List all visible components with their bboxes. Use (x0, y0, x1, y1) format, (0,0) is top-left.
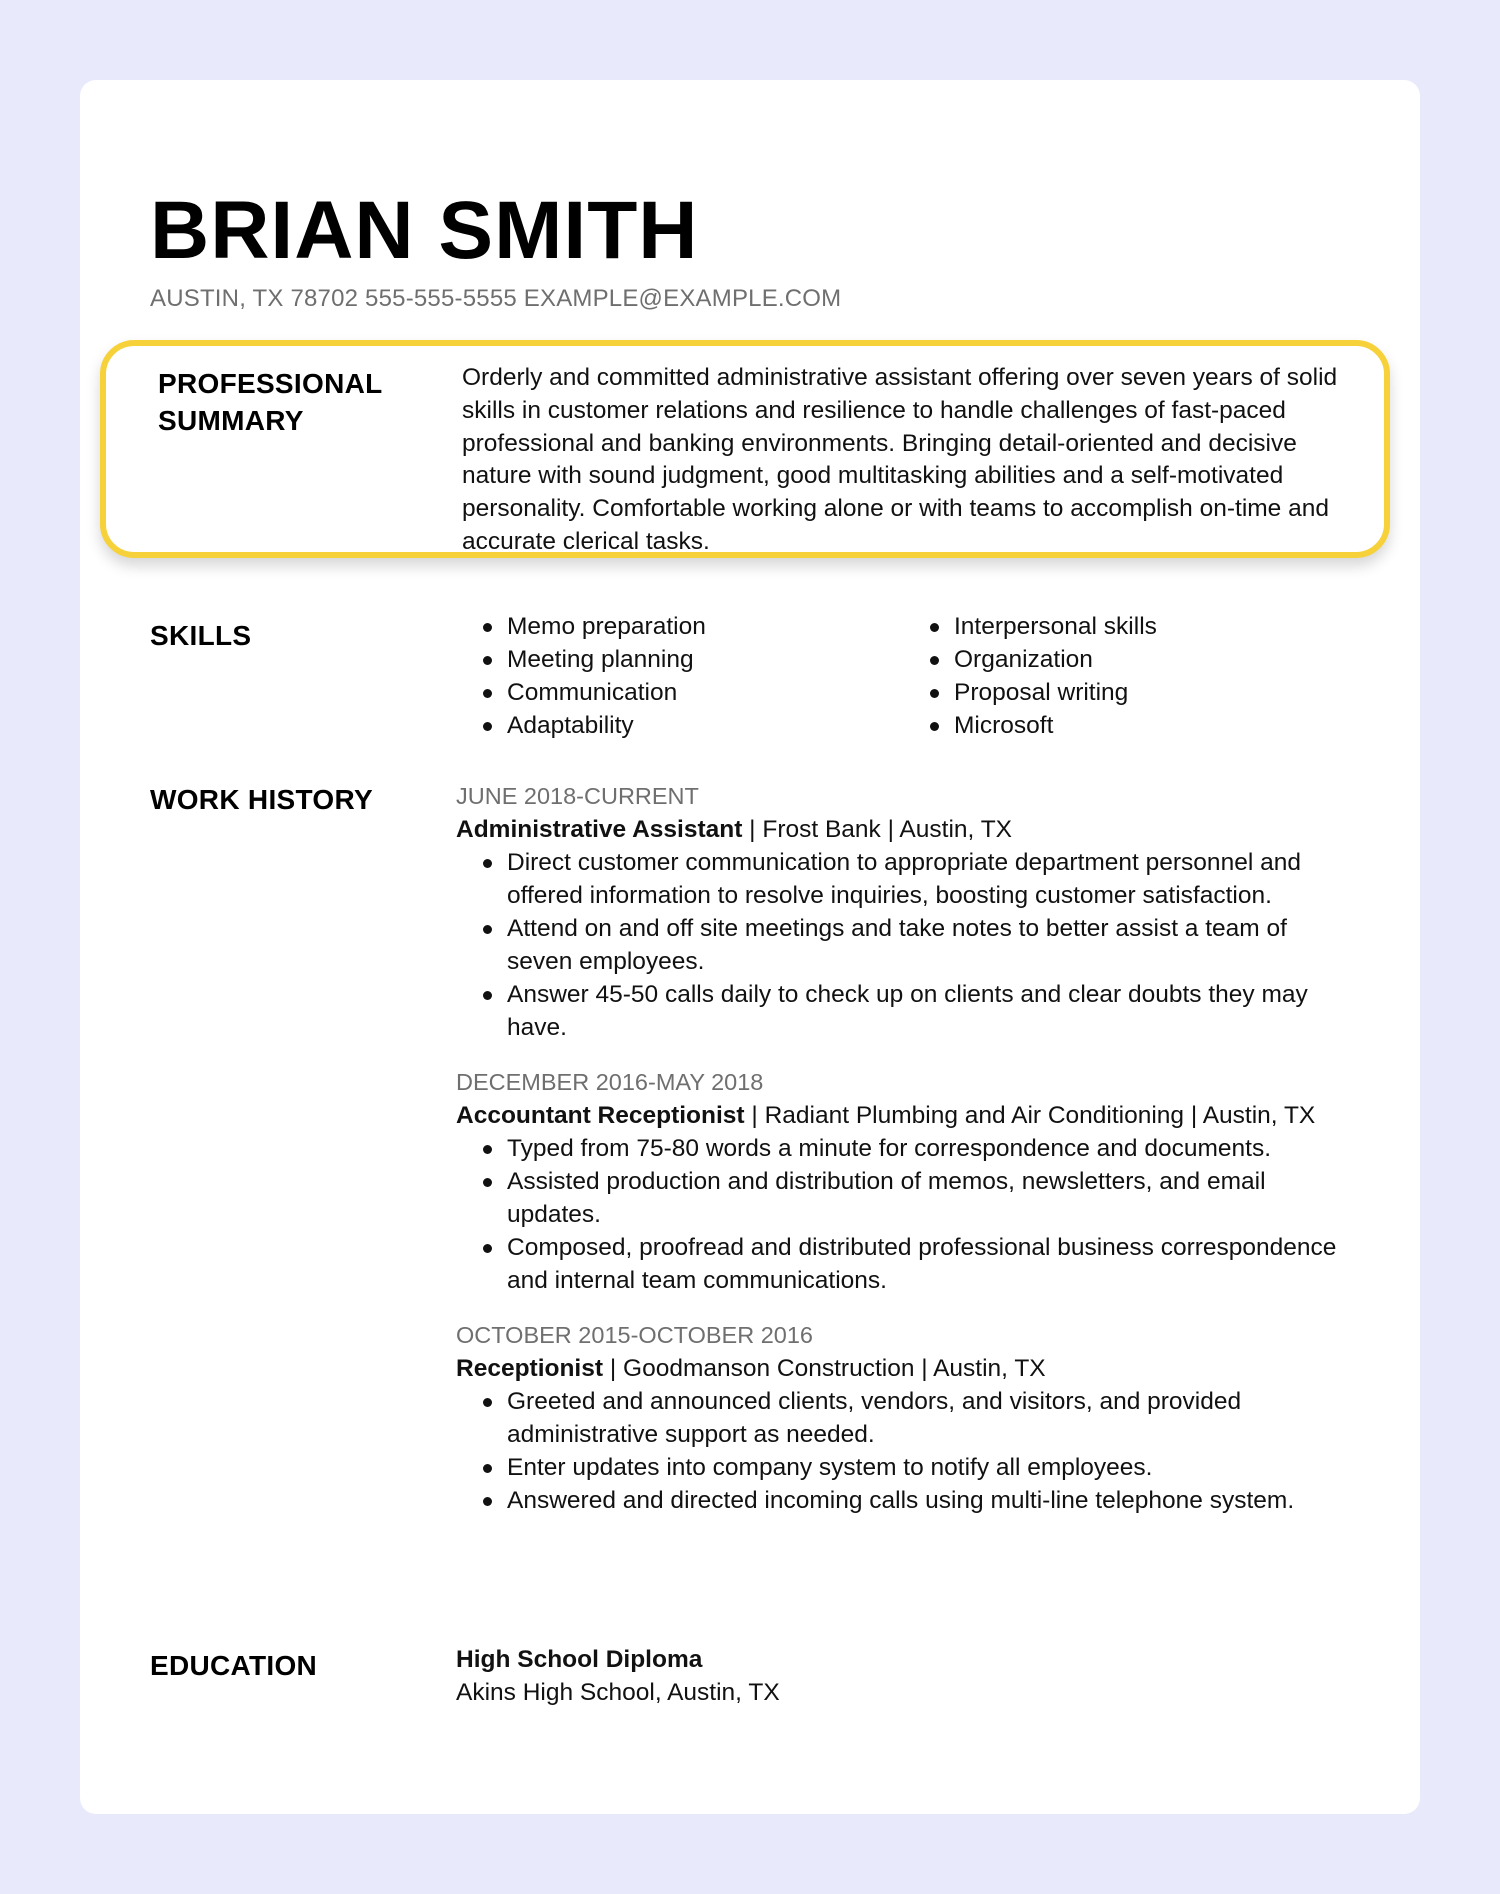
skill-item: Adaptability (483, 709, 706, 742)
summary-heading: PROFESSIONAL SUMMARY (158, 368, 383, 436)
job-bullets (456, 1385, 1346, 1517)
job-details: | Radiant Plumbing and Air Conditioning | Austin, TX (744, 1102, 1316, 1129)
contact-line: AUSTIN, TX 78702 555-555-5555 EXAMPLE@EXAMPLE.COM (150, 285, 842, 312)
job-entry (456, 1066, 1346, 1297)
skills-column-1 (483, 610, 706, 742)
job-bullet: Typed from 75-80 words a minute for correspondence and documents. (483, 1132, 1346, 1165)
job-title: Accountant Receptionist (456, 1102, 745, 1129)
job-bullet: Composed, proofread and distributed professional business correspondence and internal team communications. (483, 1231, 1346, 1297)
job-bullet: Answer 45-50 calls daily to check up on clients and clear doubts they may have. (483, 978, 1346, 1044)
job-bullet: Direct customer communication to appropriate department personnel and offered information to resolve inquiries, boosting customer satisfaction. (483, 846, 1346, 912)
skills-column-2 (930, 610, 1157, 742)
education-entry (456, 1643, 780, 1709)
job-bullet: Answered and directed incoming calls using multi-line telephone system. (483, 1484, 1346, 1517)
job-bullets (456, 846, 1346, 1044)
candidate-name: BRIAN SMITH (150, 185, 699, 276)
job-date: DECEMBER 2016-MAY 2018 (456, 1069, 764, 1095)
resume-page (80, 80, 1420, 1814)
job-header (456, 1099, 1346, 1132)
skill-item: Proposal writing (930, 676, 1157, 709)
job-title: Administrative Assistant (456, 816, 743, 843)
education-heading: EDUCATION (150, 1650, 318, 1681)
job-header (456, 1352, 1346, 1385)
job-bullets (456, 1132, 1346, 1297)
job-entry (456, 1319, 1346, 1517)
education-degree: High School Diploma (456, 1646, 703, 1673)
work-history (456, 780, 1346, 1539)
summary-text: Orderly and committed administrative assistant offering over seven years of solid skills in customer relations and resilience to handle challenges of fast-paced professional and banking environments. Bringing detail-oriented and decisive nature with sound judgment, good multitasking abilities and a self-motivated personality. Comfortable working alone or with teams to accomplish on-time and accurate clerical tasks. (462, 364, 1338, 555)
job-details: | Goodmanson Construction | Austin, TX (603, 1355, 1046, 1382)
job-bullet: Attend on and off site meetings and take notes to better assist a team of seven employees. (483, 912, 1346, 978)
skill-item: Communication (483, 676, 706, 709)
job-header (456, 813, 1346, 846)
skill-item: Meeting planning (483, 643, 706, 676)
work-history-heading: WORK HISTORY (150, 784, 373, 815)
job-details: | Frost Bank | Austin, TX (742, 816, 1013, 843)
job-bullet: Assisted production and distribution of memos, newsletters, and email updates. (483, 1165, 1346, 1231)
job-date: JUNE 2018-CURRENT (456, 783, 699, 809)
skill-item: Microsoft (930, 709, 1157, 742)
skill-item: Memo preparation (483, 610, 706, 643)
job-entry (456, 780, 1346, 1044)
job-bullet: Greeted and announced clients, vendors, and visitors, and provided administrative support as needed. (483, 1385, 1346, 1451)
skill-item: Interpersonal skills (930, 610, 1157, 643)
job-date: OCTOBER 2015-OCTOBER 2016 (456, 1322, 813, 1348)
education-school: Akins High School, Austin, TX (456, 1679, 780, 1706)
skill-item: Organization (930, 643, 1157, 676)
skills-heading: SKILLS (150, 620, 252, 651)
job-bullet: Enter updates into company system to notify all employees. (483, 1451, 1346, 1484)
job-title: Receptionist (456, 1355, 604, 1382)
